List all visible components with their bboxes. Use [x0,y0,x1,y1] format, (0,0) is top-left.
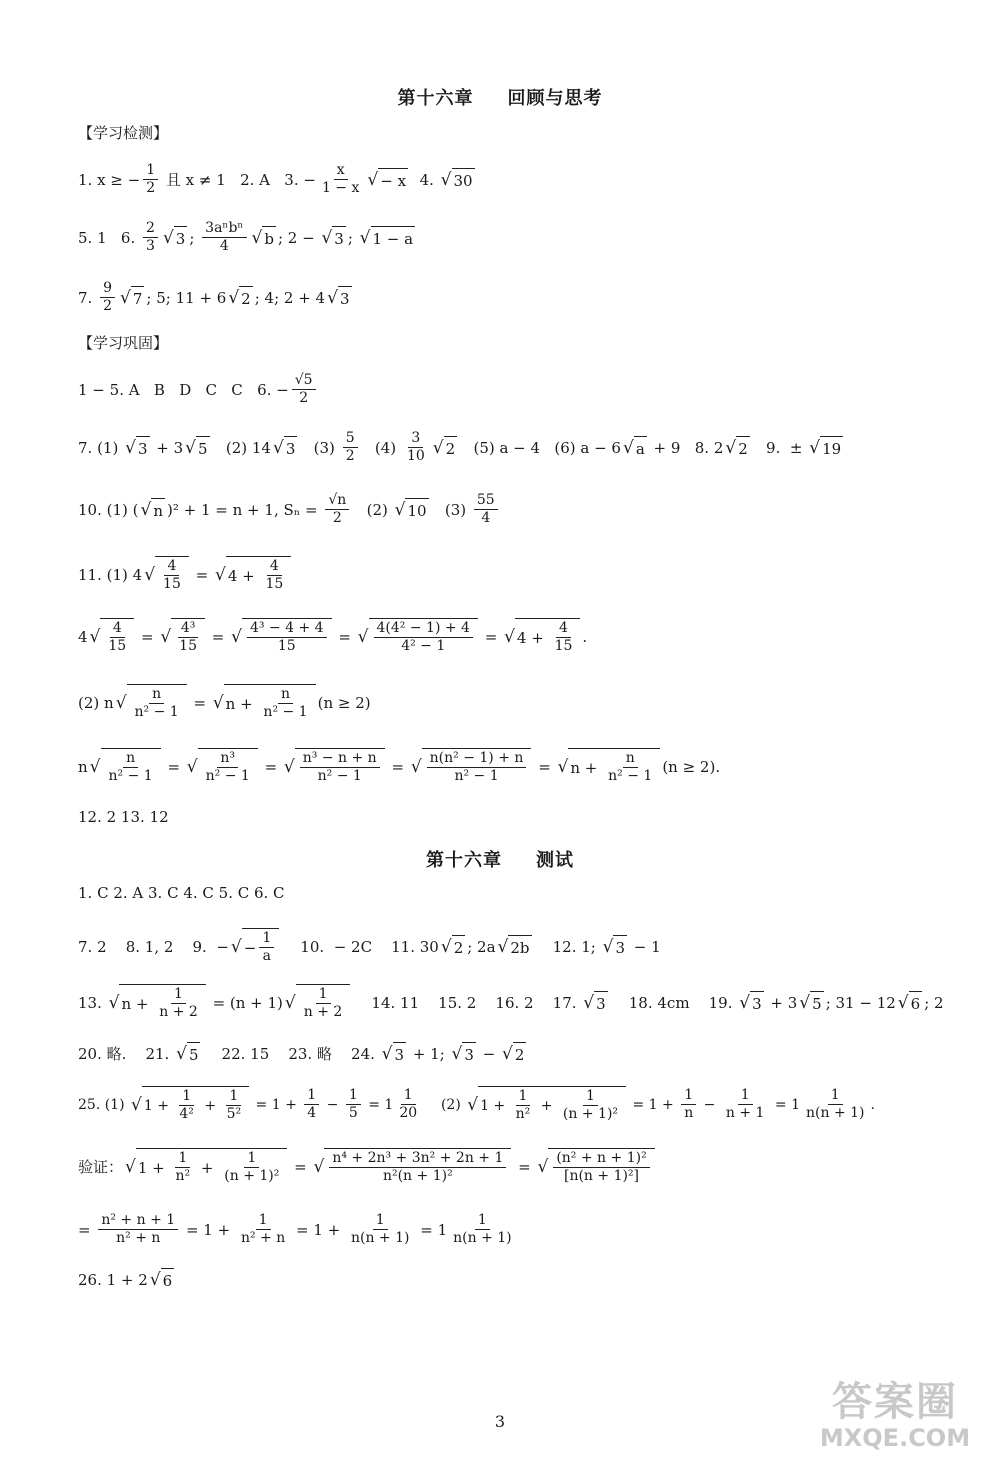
fraction: $\frac{3}{10}$ [406,430,425,464]
test-line-4: 20. 略. 21. √ 5 22. 15 23. 略 24. √ 3 + 1; √ 3 − √ 2 [78,1044,525,1064]
fraction: $\frac{1}{a}$ [259,930,274,965]
fraction: $\frac{\text{4³ − 4 + 4}}{15}$ [247,620,327,655]
fraction: $\frac{\text{n(n² − 1) + n}}{\text{n² − 1}}$ [427,750,527,785]
sqrt: √ $\frac{n}{\text{n² − 1}}$ [90,748,161,785]
fraction: $\frac{n}{\text{n² − 1}}$ [263,686,308,720]
fraction: $\frac{1}{\text{n²}}$ [175,1150,191,1184]
sqrt: √ $\frac{\text{(n² + n + 1)²}}{\text{[n(n + 1)²]}}$ [537,1148,654,1185]
fraction: $\frac{\text{4³}}{15}$ [179,620,197,654]
fraction: $\frac{\text{n³}}{\text{n² − 1}}$ [205,750,250,784]
sqrt: √ n [140,499,164,520]
fraction: $\frac{1}{\text{n² + n}}$ [240,1212,286,1246]
fraction: $\frac{1}{5}$ [346,1087,361,1122]
test-line-5: 25. (1) √ 1 + $\frac{1}{\text{4²}}$ + $\frac{1}{\text{5²}}$ = 1 + $\frac{1}{4}$ − $\frac{1}{5}$ = 1 $\frac{1}{20}$ (2) √ 1 + $\frac{1}{\text{n²}}$ + $\frac{1}{\text{(n + 1)²}}$ = 1 + $\frac{1}{n}$ − $\frac{1}{n + 1}$ = 1 $\frac{1}{n(n + 1)}$ . [78,1087,875,1122]
fraction: $\frac{1}{\text{n²}}$ [515,1088,531,1122]
sqrt: √ $\frac{\text{n⁴ + 2n³ + 3n² + 2n + 1}}{\text{n²(n + 1)²}}$ [313,1148,511,1185]
sqrt: √ 5 [799,992,822,1013]
sqrt: √ $\frac{\text{n³ − n + n}}{\text{n² − 1}}$ [284,748,385,785]
sqrt: √ 2 [725,437,748,458]
fraction: $\frac{x}{1 - x}$ [321,162,360,196]
sqrt: √ 3 [583,992,606,1013]
sqrt: √ 3 [321,227,344,248]
sqrt: √ 3 [381,1044,405,1064]
sqrt: √ 3 [602,936,625,957]
fraction: $\frac{n}{\text{n² − 1}}$ [134,686,179,720]
sqrt: √ 30 [440,169,473,190]
answer-line-1: 1. x ≥ − $\frac{1}{2}$ 且 x ≠ 1 2. A 3. − $\frac{x}{1 - x}$ √ − x 4. √ 30 [78,162,473,196]
sqrt: √ 7 [120,287,143,308]
watermark-bottom-text: MXQE.COM [819,1424,971,1452]
fraction: $\frac{\text{3aⁿbⁿ}}{4}$ [202,220,246,255]
sqrt: √ 1 + $\frac{1}{\text{n²}}$ + $\frac{1}{\text{(n + 1)²}}$ [125,1148,287,1185]
answer-line-3: 7. $\frac{9}{2}$ √ 7 ; 5; 11 + 6 √ 2 ; 4; 2 + 4 √ 3 [78,280,350,314]
sqrt: √ 4 + $\frac{4}{15}$ [504,618,580,655]
sqrt: √ 2 [432,437,456,458]
sqrt: √ 1 + $\frac{1}{\text{n²}}$ + $\frac{1}{\text{(n + 1)²}}$ [467,1086,626,1123]
watermark-top-text: 答案圈 [832,1379,958,1425]
fraction: $\frac{1}{n(n + 1)}$ [806,1087,865,1121]
page-number: 3 [494,1412,506,1431]
answer-line-4: 1 − 5. A B D C C 6. − $\frac{√5}{2}$ [78,372,319,407]
fraction: $\frac{\text{n³ − n + n}}{\text{n² − 1}}$ [300,750,380,785]
fraction: $\frac{\text{(n² + n + 1)²}}{\text{[n(n + 1)²]}}$ [553,1150,649,1185]
answer-line-8: 4 √ $\frac{4}{15}$ = √ $\frac{\text{4³}}{15}$ = √ $\frac{\text{4³ − 4 + 4}}{15}$ = √ $\frac{\text{4(4² − 1) + 4}}{\text{4² − 1}}$ = √ 4 + $\frac{4}{15}$ . [78,620,588,654]
answer-line-11: 12. 2 13. 12 [78,808,169,826]
sqrt: √ $\frac{\text{n(n² − 1) + n}}{\text{n² − 1}}$ [411,748,532,785]
sqrt: √ − x [367,169,407,190]
sqrt: √ 3 [451,1044,474,1064]
sqrt: √ 5 [185,437,208,458]
fraction: $\frac{9}{2}$ [100,280,115,315]
answer-line-6: 10. (1) ( √ n )² + 1 = n + 1, Sₙ = $\frac{√n}{2}$ (2) √ 10 (3) $\frac{55}{4}$ [78,492,501,527]
sqrt: √ 1 + $\frac{1}{\text{4²}}$ + $\frac{1}{\text{5²}}$ [131,1086,249,1123]
sqrt: √ n + $\frac{n}{\text{n² − 1}}$ [558,748,661,785]
test-line-8: 26. 1 + 2 √ 6 [78,1270,173,1290]
fraction: $\frac{1}{4}$ [304,1087,319,1122]
sqrt: √ 2 [228,287,251,308]
fraction: $\frac{1}{2}$ [143,162,158,197]
sqrt: √ 2b [497,936,530,957]
sqrt: √ 3 [162,227,186,248]
sqrt: √ 3 [327,287,350,308]
sqrt: √ $\frac{n}{\text{n² − 1}}$ [116,684,187,721]
fraction: $\frac{√5}{2}$ [292,372,316,407]
fraction: $\frac{1}{\text{5²}}$ [226,1088,242,1122]
sqrt: √ $\frac{\text{4³}}{15}$ [160,618,205,655]
fraction: $\frac{1}{n(n + 1)}$ [453,1212,512,1246]
fraction: $\frac{\text{n² + n + 1}}{\text{n² + n}}$ [98,1212,178,1247]
answer-line-2: 5. 1 6. $\frac{2}{3}$ √ 3 ; $\frac{\text{3aⁿbⁿ}}{4}$ √ b ; 2 − √ 3 ; √ 1 − a [78,220,414,254]
fraction: $\frac{\text{n⁴ + 2n³ + 3n² + 2n + 1}}{\text{n²(n + 1)²}}$ [329,1150,506,1185]
sqrt: √ 3 [272,437,296,458]
sqrt: √ 4 + $\frac{4}{15}$ [215,556,291,593]
sqrt: √ 6 [149,1270,173,1290]
sqrt: √ $\frac{4}{15}$ [90,618,135,655]
sqrt: √ $\frac{\text{n³}}{\text{n² − 1}}$ [187,748,258,785]
answer-line-10: n √ $\frac{n}{\text{n² − 1}}$ = √ $\frac{\text{n³}}{\text{n² − 1}}$ = √ $\frac{\text{n³ − n + n}}{\text{n² − 1}}$ = √ $\frac{\text{n(n² − 1) + n}}{\text{n² − 1}}$ = √ n + $\frac{n}{\text{n² − 1}}$ (n ≥ 2). [78,750,721,784]
test-line-3: 13. √ n + $\frac{1}{n + 2}$ = (n + 1) √ $\frac{1}{n + 2}$ 14. 11 15. 2 16. 2 17. √ 3 18. 4cm 19. √ 3 + 3 √ 5 ; 31 − 12 √ 6 ; 2 [78,986,944,1020]
fraction: $\frac{55}{4}$ [474,492,498,527]
sqrt: √ 19 [809,437,842,458]
fraction: $\frac{1}{n}$ [681,1087,696,1122]
fraction: $\frac{1}{n + 2}$ [159,986,198,1020]
fraction: $\frac{n}{\text{n² − 1}}$ [608,750,653,784]
answer-line-9: (2) n √ $\frac{n}{\text{n² − 1}}$ = √ n + $\frac{n}{\text{n² − 1}}$ (n ≥ 2) [78,686,371,720]
answer-line-7: 11. (1) 4 √ $\frac{4}{15}$ = √ 4 + $\frac{4}{15}$ [78,556,293,593]
section-learning-check: 【学习检测】 [78,124,169,142]
sqrt: √ − $\frac{1}{a}$ [231,928,279,965]
fraction: $\frac{1}{20}$ [399,1087,418,1121]
sqrt: √ 2 [502,1044,525,1064]
sqrt: √ 5 [176,1044,199,1064]
fraction: $\frac{1}{n + 2}$ [303,986,343,1020]
sqrt: √ b [251,227,274,248]
answer-line-5: 7. (1) √ 3 + 3 √ 5 (2) 14 √ 3 (3) $\frac{5}{2}$ (4) $\frac{3}{10}$ √ 2 (5) a − 4 (6) a − 6 √ a + 9 8. 2 √ 2 9. ± √ 19 [78,430,842,464]
fraction: $\frac{√n}{2}$ [325,492,349,527]
sqrt: √ 3 [739,992,762,1013]
sqrt: √ 6 [897,992,921,1013]
watermark-logo [800,1370,990,1456]
fraction: $\frac{n}{\text{n² − 1}}$ [108,750,153,784]
sqrt: √ 2 [440,936,464,957]
chapter-test-title: 第十六章 测试 [426,850,574,871]
chapter-review-title: 第十六章 回顾与思考 [397,88,603,109]
fraction: $\frac{1}{n + 1}$ [725,1087,765,1121]
fraction: $\frac{1}{\text{4²}}$ [179,1088,194,1122]
sqrt: √ 1 − a [359,227,414,248]
sqrt: √ $\frac{\text{4³ − 4 + 4}}{15}$ [231,618,331,655]
sqrt: √ 10 [394,499,427,520]
sqrt: √ $\frac{\text{4(4² − 1) + 4}}{\text{4² − 1}}$ [358,618,478,655]
test-line-7: = $\frac{\text{n² + n + 1}}{\text{n² + n}}$ = 1 + $\frac{1}{\text{n² + n}}$ = 1 + $\frac{1}{n(n + 1)}$ = 1 $\frac{1}{n(n + 1)}$ [78,1212,518,1247]
sqrt: √ a [622,437,645,458]
fraction: $\frac{4}{15}$ [163,558,181,592]
fraction: $\frac{1}{\text{(n + 1)²}}$ [562,1088,619,1122]
sqrt: √ $\frac{1}{n + 2}$ [285,984,350,1021]
sqrt: √ $\frac{4}{15}$ [144,556,189,593]
section-learning-consolidation: 【学习巩固】 [78,334,169,352]
sqrt: √ n + $\frac{n}{\text{n² − 1}}$ [213,684,316,721]
fraction: $\frac{\text{4(4² − 1) + 4}}{\text{4² − 1}}$ [374,620,473,655]
fraction: $\frac{5}{2}$ [343,430,358,465]
fraction: $\frac{2}{3}$ [143,220,158,255]
fraction: $\frac{1}{\text{(n + 1)²}}$ [224,1150,280,1184]
test-line-1: 1. C 2. A 3. C 4. C 5. C 6. C [78,884,285,902]
test-line-2: 7. 2 8. 1, 2 9. − √ − $\frac{1}{a}$ 10. − 2C 11. 30 √ 2 ; 2a √ 2b 12. 1; √ 3 − 1 [78,930,661,964]
test-line-6: 验证： √ 1 + $\frac{1}{\text{n²}}$ + $\frac{1}{\text{(n + 1)²}}$ = √ $\frac{\text{n⁴ + 2n³ + 3n² + 2n + 1}}{\text{n²(n + 1)²}}$ = √ $\frac{\text{(n² + n + 1)²}}{\text{[n(n + 1)²]}}$ [78,1148,657,1185]
fraction: $\frac{4}{15}$ [108,620,127,654]
sqrt: √ 3 [125,437,148,458]
fraction: $\frac{1}{n(n + 1)}$ [350,1212,410,1246]
fraction: $\frac{4}{15}$ [554,620,573,654]
sqrt: √ n + $\frac{1}{n + 2}$ [109,984,206,1021]
fraction: $\frac{4}{15}$ [265,558,284,592]
